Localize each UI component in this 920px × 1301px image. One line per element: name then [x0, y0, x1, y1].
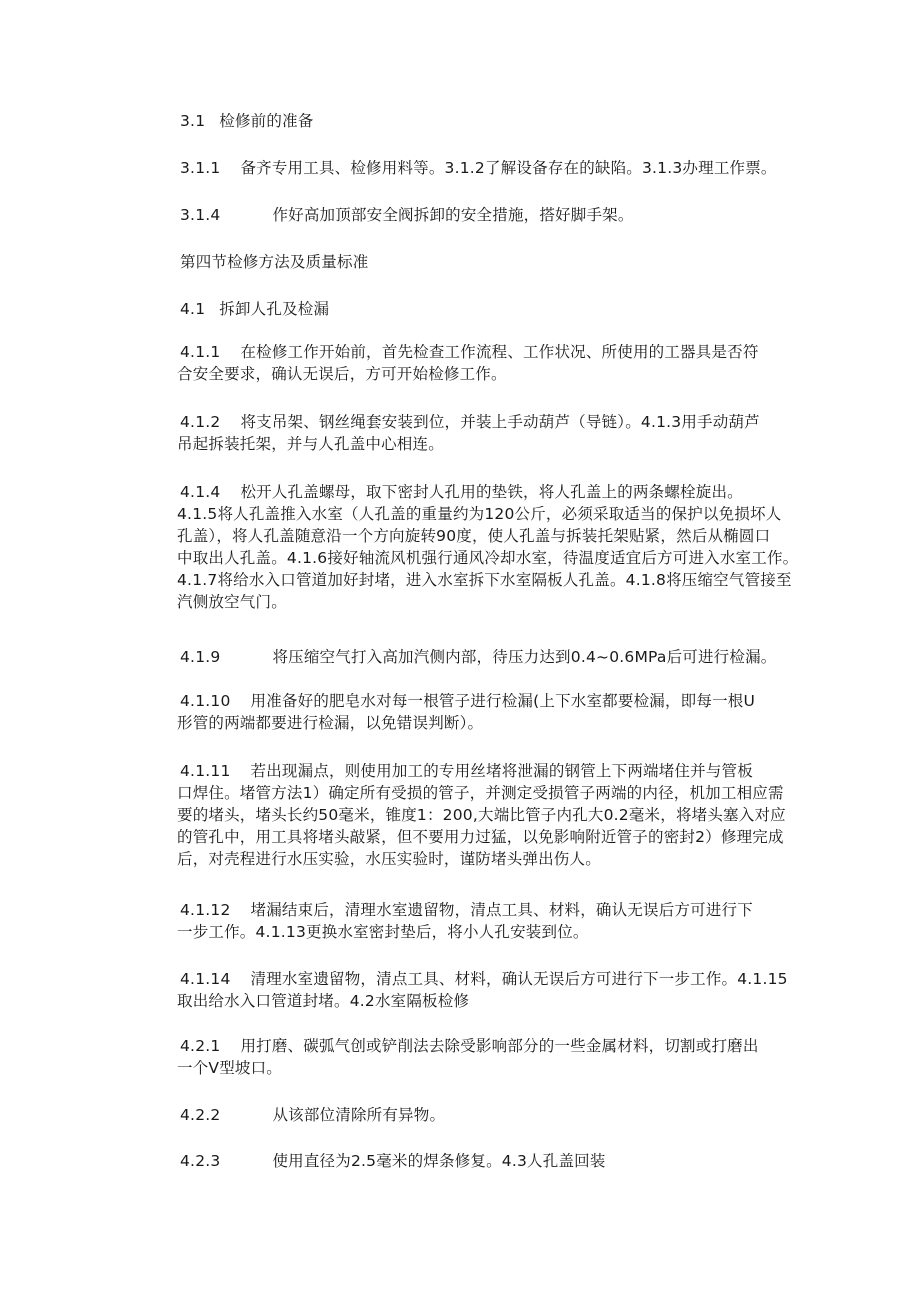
clause-line: 一步工作。4.1.13更换水室密封垫后，将小人孔安装到位。 — [177, 923, 589, 941]
clause-number: 4.2.3 — [180, 1152, 221, 1170]
clause-line: 在检修工作开始前，首先检查工作流程、工作状况、所使用的工器具是否符 — [240, 343, 759, 361]
clause-line: 吊起拆装托架，并与人孔盖中心相连。 — [177, 435, 444, 453]
clause-text: 从该部位清除所有异物。 — [272, 1106, 446, 1124]
clause-line: 的管孔中，用工具将堵头敲紧，但不要用力过猛，以免影响附近管子的密封2）修理完成 — [177, 828, 784, 846]
clause-number: 3.1.4 — [180, 206, 221, 224]
clause-number: 4.1.12 — [180, 901, 231, 919]
clause-line: 口焊住。堵管方法1）确定所有受损的管子，并测定受损管子两端的内径，机加工相应需 — [177, 784, 784, 802]
paragraph-4-1-10 — [177, 690, 756, 734]
clause-line: 形管的两端都要进行检漏，以免错误判断）。 — [177, 714, 484, 732]
section-4-title: 第四节检修方法及质量标准 — [180, 253, 369, 271]
clause-number: 4.2.1 — [180, 1037, 221, 1055]
heading-3-1 — [180, 110, 313, 132]
clause-number: 4.1.1 — [180, 343, 221, 361]
paragraph-4-1-2 — [177, 411, 760, 455]
clause-text: 备齐专用工具、检修用料等。3.1.2了解设备存在的缺陷。3.1.3办理工作票。 — [240, 159, 777, 177]
clause-line: 将支吊架、钢丝绳套安装到位，并装上手动葫芦（导链）。4.1.3用手动葫芦 — [240, 413, 760, 431]
clause-number: 4.1.10 — [180, 692, 231, 710]
clause-number: 4.1.14 — [180, 970, 231, 988]
clause-line: 松开人孔盖螺母，取下密封人孔用的垫铁，将人孔盖上的两条螺栓旋出。 — [240, 483, 743, 501]
section-number: 4.1 — [180, 300, 206, 318]
clause-line: 清理水室遗留物，清点工具、材料，确认无误后方可进行下一步工作。4.1.15 — [250, 970, 788, 988]
clause-line: 堵漏结束后，清理水室遗留物，清点工具、材料，确认无误后方可进行下 — [250, 901, 753, 919]
paragraph-4-1-4 — [177, 481, 799, 613]
clause-line: 合安全要求，确认无误后，方可开始检修工作。 — [177, 365, 507, 383]
clause-number: 4.1.11 — [180, 762, 231, 780]
paragraph-3-1-1 — [180, 157, 777, 179]
clause-number: 4.2.2 — [180, 1106, 221, 1124]
paragraph-4-2-1 — [177, 1035, 759, 1079]
clause-line: 孔盖），将人孔盖随意沿一个方向旋转90度，使人孔盖与拆装托架贴紧，然后从椭圆口 — [177, 527, 771, 545]
paragraph-4-1-9 — [180, 646, 776, 668]
paragraph-4-2-3 — [180, 1150, 606, 1172]
paragraph-4-1-14 — [177, 968, 788, 1012]
clause-line: 4.1.7将给水入口管道加好封堵，进入水室拆下水室隔板人孔盖。4.1.8将压缩空气管接至 — [177, 571, 792, 589]
clause-line: 一个V型坡口。 — [177, 1059, 283, 1077]
heading-4-1 — [180, 298, 329, 320]
paragraph-4-1-1 — [177, 341, 759, 385]
clause-number: 3.1.1 — [180, 159, 221, 177]
clause-text: 使用直径为2.5毫米的焊条修复。4.3人孔盖回装 — [272, 1152, 606, 1170]
clause-line: 若出现漏点，则使用加工的专用丝堵将泄漏的钢管上下两端堵住并与管板 — [250, 762, 753, 780]
section-title: 检修前的准备 — [219, 112, 314, 130]
clause-number: 4.1.4 — [180, 483, 221, 501]
clause-line: 取出给水入口管道封堵。4.2水室隔板检修 — [177, 992, 470, 1010]
section-number: 3.1 — [180, 112, 206, 130]
section-title: 拆卸人孔及检漏 — [219, 300, 330, 318]
paragraph-4-2-2 — [180, 1104, 445, 1126]
clause-number: 4.1.9 — [180, 648, 221, 666]
clause-text: 将压缩空气打入高加汽侧内部，待压力达到0.4~0.6MPa后可进行检漏。 — [272, 648, 777, 666]
clause-line: 中取出人孔盖。4.1.6接好轴流风机强行通风冷却水室，待温度适宜后方可进入水室工作。 — [177, 549, 799, 567]
clause-line: 后，对壳程进行水压实验，水压实验时，谨防堵头弹出伤人。 — [177, 850, 601, 868]
clause-line: 用打磨、碳弧气创或铲削法去除受影响部分的一些金属材料，切割或打磨出 — [240, 1037, 759, 1055]
paragraph-4-1-11 — [177, 760, 786, 870]
clause-text: 作好高加顶部安全阀拆卸的安全措施，搭好脚手架。 — [272, 206, 634, 224]
clause-line: 4.1.5将人孔盖推入水室（人孔盖的重量约为120公斤，必须采取适当的保护以免损坏人 — [177, 505, 782, 523]
paragraph-4-1-12 — [177, 899, 753, 943]
clause-line: 汽侧放空气门。 — [177, 593, 287, 611]
clause-line: 用准备好的肥皂水对每一根管子进行检漏(上下水室都要检漏，即每一根U — [250, 692, 756, 710]
paragraph-3-1-4 — [180, 204, 634, 226]
clause-line: 要的堵头，堵头长约50毫米，锥度1：200,大端比管子内孔大0.2毫米，将堵头塞入对应 — [177, 806, 786, 824]
clause-number: 4.1.2 — [180, 413, 221, 431]
